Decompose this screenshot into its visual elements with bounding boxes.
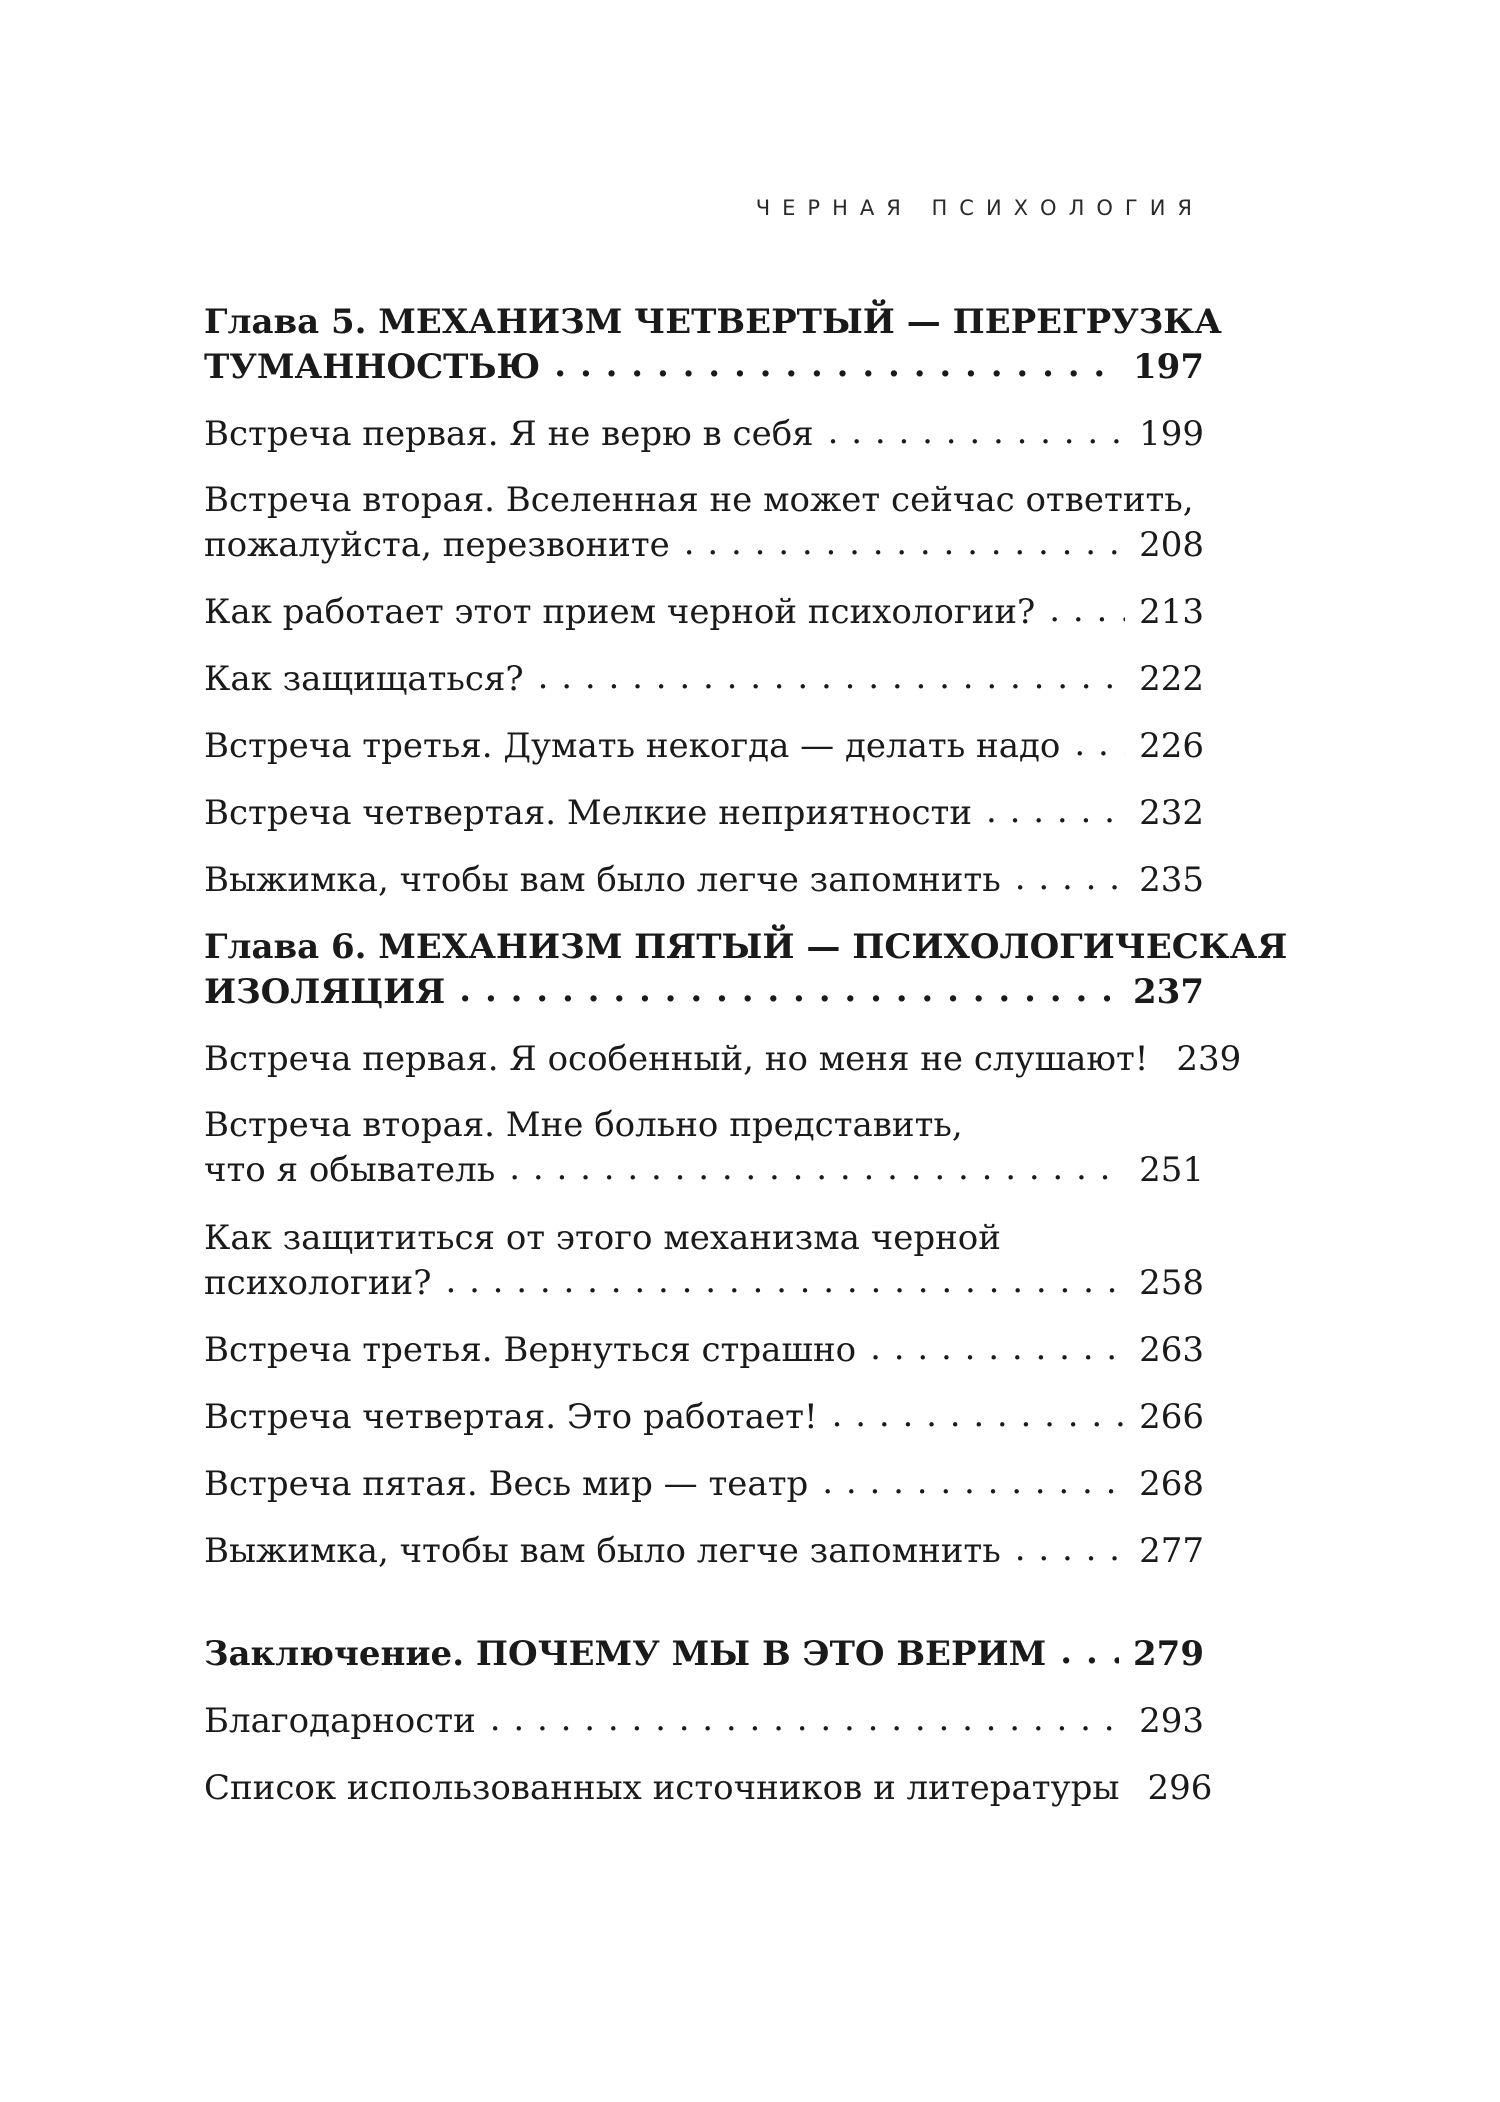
toc-page-number: 251 (1139, 1150, 1204, 1190)
toc-entry (204, 657, 1204, 702)
toc-entry (204, 1632, 1204, 1677)
toc-entry-title: психологии? (204, 1263, 432, 1303)
running-head: ЧЕРНАЯ ПСИХОЛОГИЯ (755, 196, 1204, 220)
toc-entry (204, 1328, 1204, 1373)
dot-leader (822, 1460, 1125, 1505)
toc-entry (204, 791, 1204, 836)
toc-page-number: 208 (1139, 525, 1204, 565)
toc-entry-title: Выжимка, чтобы вам было легче запомнить (204, 1531, 1001, 1571)
toc-entry-row (204, 1632, 1204, 1677)
toc-entry (204, 1037, 1242, 1082)
toc-entry-title-line: Встреча вторая. Вселенная не может сейчас ответить, (204, 480, 1194, 520)
toc-page-number: 213 (1139, 592, 1204, 632)
toc-entry-row (204, 791, 1204, 836)
toc-entry-row (204, 523, 1204, 568)
dot-leader (554, 343, 1119, 388)
toc-page-number: 258 (1139, 1263, 1204, 1303)
toc-page-number: 235 (1139, 860, 1204, 900)
toc-entry (204, 300, 1222, 390)
toc-entry-row (204, 1037, 1242, 1082)
toc-entry (204, 724, 1204, 769)
toc-entry-row (204, 1395, 1204, 1440)
toc-entry-title-line: Глава 6. МЕХАНИЗМ ПЯТЫЙ — ПСИХОЛОГИЧЕСКАЯ (204, 927, 1288, 967)
toc-entry-row (204, 858, 1204, 903)
toc-entry-row (204, 590, 1204, 635)
toc-entry-row (204, 657, 1204, 702)
toc-entry-title: Встреча четвертая. Мелкие неприятности (204, 793, 973, 833)
toc-entry-row (204, 724, 1204, 769)
toc-entry-row (204, 412, 1204, 457)
dot-leader (1074, 722, 1125, 767)
toc-entry (204, 1395, 1204, 1440)
dot-leader (1015, 1527, 1125, 1572)
toc-entry-title: ТУМАННОСТЬЮ (204, 347, 541, 387)
toc-entry-title: Благодарности (204, 1701, 476, 1741)
toc-entry-row (204, 1766, 1213, 1811)
toc-entry-row (204, 1261, 1204, 1306)
toc-page-number: 232 (1139, 793, 1204, 833)
toc-entry-row (204, 345, 1204, 390)
toc-entry-title: Выжимка, чтобы вам было легче запомнить (204, 860, 1001, 900)
toc-page-number: 266 (1139, 1397, 1204, 1437)
toc-entry-title: ИЗОЛЯЦИЯ (204, 972, 446, 1012)
toc-entry (204, 1766, 1213, 1811)
toc-entry (204, 590, 1204, 635)
dot-leader (459, 968, 1119, 1013)
dot-leader (986, 789, 1125, 834)
toc-entry-row (204, 1148, 1204, 1193)
toc-entry-title-line: Глава 5. МЕХАНИЗМ ЧЕТВЕРТЫЙ — ПЕРЕГРУЗКА (204, 302, 1222, 342)
toc-entry (204, 858, 1204, 903)
toc-entry (204, 925, 1288, 1015)
toc-page-number: 293 (1139, 1701, 1204, 1741)
toc-entry-title-line: Как защититься от этого механизма черной (204, 1218, 1001, 1258)
toc-entry-title: Встреча четвертая. Это работает! (204, 1397, 818, 1437)
toc-page-number: 268 (1139, 1464, 1204, 1504)
toc-entry (204, 1529, 1204, 1574)
toc-page-number: 237 (1133, 972, 1204, 1012)
toc-entry-title: Как защищаться? (204, 659, 524, 699)
dot-leader (1049, 588, 1125, 633)
toc-entry (204, 1462, 1204, 1507)
toc-entry-title-line: Встреча вторая. Мне больно представить, (204, 1105, 963, 1145)
toc-entry (204, 412, 1204, 457)
dot-leader (538, 655, 1125, 700)
dot-leader (509, 1146, 1125, 1191)
toc-entry-title: Встреча пятая. Весь мир — театр (204, 1464, 809, 1504)
toc-page-number: 296 (1147, 1768, 1213, 1808)
toc-entry-title: Заключение. ПОЧЕМУ МЫ В ЭТО ВЕРИМ (204, 1634, 1047, 1674)
toc-entry (204, 1216, 1204, 1306)
toc-page-number: 263 (1139, 1330, 1204, 1370)
dot-leader (1015, 856, 1125, 901)
dot-leader (828, 410, 1125, 455)
toc-entry-row (204, 1462, 1204, 1507)
toc-entry-title: Встреча первая. Я особенный, но меня не слушают! (204, 1039, 1149, 1079)
toc-entry-row (204, 1699, 1204, 1744)
dot-leader (1060, 1630, 1119, 1675)
toc-entry-title: Встреча третья. Думать некогда — делать надо (204, 726, 1061, 766)
toc-entry (204, 1699, 1204, 1744)
toc-page-number: 239 (1176, 1039, 1242, 1079)
dot-leader (445, 1259, 1125, 1304)
toc-entry-row (204, 970, 1204, 1015)
dot-leader (870, 1326, 1125, 1371)
toc-entry-title: Встреча третья. Вернуться страшно (204, 1330, 857, 1370)
dot-leader (490, 1697, 1125, 1742)
toc-entry-row (204, 1328, 1204, 1373)
toc-page-number: 199 (1139, 414, 1204, 454)
dot-leader (684, 521, 1125, 566)
toc-entry-title: пожалуйста, перезвоните (204, 525, 670, 565)
toc-page-number: 226 (1139, 726, 1204, 766)
toc-page-number: 197 (1133, 347, 1204, 387)
toc-entry-title: Встреча первая. Я не верю в себя (204, 414, 814, 454)
toc-entry-row (204, 1529, 1204, 1574)
toc-page-number: 279 (1133, 1634, 1204, 1674)
toc-entry (204, 1103, 1204, 1193)
toc-page-number: 277 (1139, 1531, 1204, 1571)
toc-page-number: 222 (1139, 659, 1204, 699)
toc-entry-title: Как работает этот прием черной психологии? (204, 592, 1036, 632)
dot-leader (832, 1393, 1125, 1438)
toc-entry-title: Список использованных источников и литературы (204, 1768, 1120, 1808)
toc-entry-title: что я обыватель (204, 1150, 496, 1190)
toc-entry (204, 478, 1204, 568)
